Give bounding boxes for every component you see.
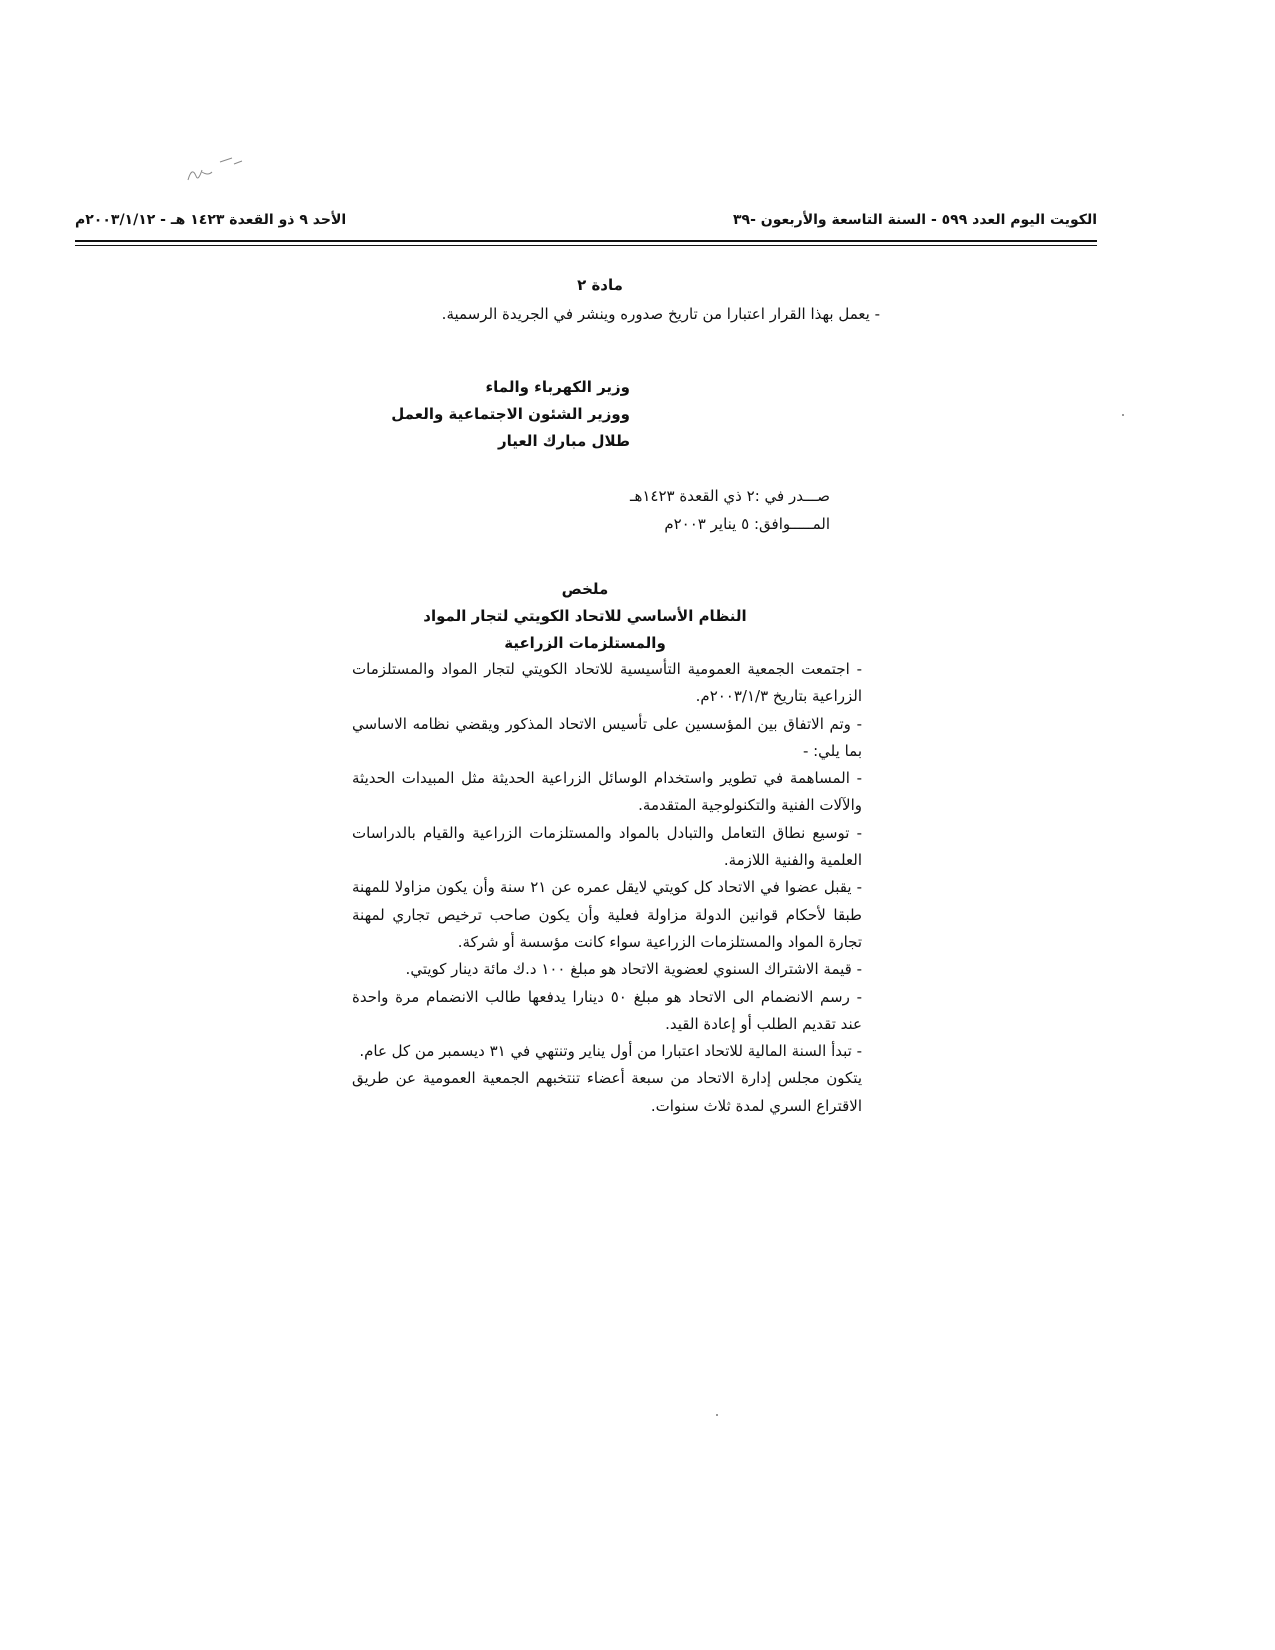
scan-dot [1122, 414, 1124, 416]
article-title: مادة ٢ [577, 276, 623, 294]
summary-paragraph: - رسم الانضمام الى الاتحاد هو مبلغ ٥٠ دينارا يدفعها طالب الانضمام مرة واحدة عند تقديم الطلب أو إعادة القيد. [352, 987, 862, 1033]
issued-date: صـــدر في :٢ ذي القعدة ١٤٢٣هـ [630, 487, 830, 505]
summary-paragraph: يتكون مجلس إدارة الاتحاد من سبعة أعضاء تنتخبهم الجمعية العمومية عن طريق الاقتراع السري لمدة ثلاث سنوات. [352, 1069, 862, 1115]
header-date: الأحد ٩ ذو القعدة ١٤٢٣ هـ - ٢٠٠٣/١/١٢م [75, 212, 347, 228]
summary-paragraph: - تبدأ السنة المالية للاتحاد اعتبارا من أول يناير وتنتهي في ٣١ ديسمبر من كل عام. [359, 1042, 862, 1061]
corresponding-date: المـــــوافق: ٥ يناير ٢٠٠٣م [664, 515, 830, 533]
summary-paragraph: - المساهمة في تطوير واستخدام الوسائل الزراعية الحديثة مثل المبيدات الحديثة والآلات الفنية والتكنولوجية المتقدمة. [352, 769, 862, 815]
signature-name: طلال مبارك العيار [497, 432, 630, 450]
signature-block [370, 374, 630, 455]
scan-mark [180, 150, 250, 190]
signature-title-2: ووزير الشئون الاجتماعية والعمل [391, 405, 630, 423]
article-body [360, 300, 880, 328]
summary-title [400, 576, 770, 657]
summary-paragraph: - قيمة الاشتراك السنوي لعضوية الاتحاد هو مبلغ ١٠٠ د.ك مائة دينار كويتي. [405, 960, 862, 979]
summary-paragraph: - اجتمعت الجمعية العمومية التأسيسية للاتحاد الكويتي لتجار المواد والمستلزمات الزراعية بتاريخ ٢٠٠٣/١/٣م. [352, 660, 862, 706]
header-rule [75, 240, 1097, 242]
article-text: - يعمل بهذا القرار اعتبارا من تاريخ صدوره وينشر في الجريدة الرسمية. [441, 305, 880, 323]
header-rule [75, 245, 1097, 246]
scan-dot [716, 1414, 718, 1416]
signature-title-1: وزير الكهرباء والماء [485, 378, 630, 396]
summary-title-line-1: النظام الأساسي للاتحاد الكويتي لتجار المواد [423, 607, 747, 625]
gazette-header [75, 212, 1097, 234]
summary-paragraph: - توسيع نطاق التعامل والتبادل بالمواد والمستلزمات الزراعية والقيام بالدراسات العلمية والفنية اللازمة. [352, 823, 862, 870]
summary-paragraph: - وتم الاتفاق بين المؤسسين على تأسيس الاتحاد المذكور ويقضي نظامه الاساسي بما يلي: - [352, 714, 862, 760]
summary-title-line-2: والمستلزمات الزراعية [504, 634, 666, 652]
issue-dates [590, 482, 830, 538]
summary-heading: ملخص [561, 580, 609, 598]
summary-paragraph: - يقبل عضوا في الاتحاد كل كويتي لايقل عمره عن ٢١ سنة وأن يكون مزاولا للمهنة طبقا لأحكام قوانين الدولة مزاولة فعلية وأن يكون صاحب ترخيص تجاري لمهنة تجارة المواد والمستلزمات الزراعية سواء كانت مؤسسة أو شركة. [352, 878, 862, 951]
header-issue: الكويت اليوم العدد ٥٩٩ - السنة التاسعة والأربعون -٣٩ [732, 212, 1097, 228]
summary-body [352, 656, 862, 1120]
